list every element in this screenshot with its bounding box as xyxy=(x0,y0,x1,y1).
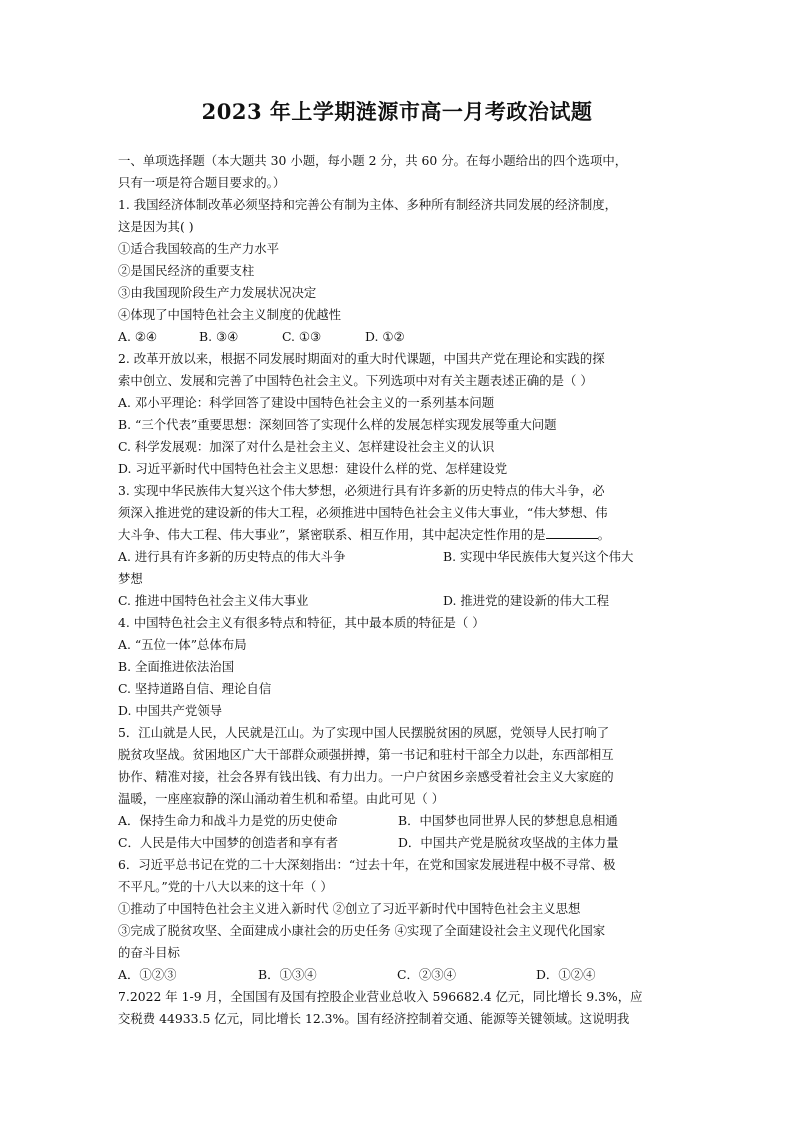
question-3-option-c: C. 推进中国特色社会主义伟大事业 xyxy=(118,593,309,608)
question-6-statement: 的奋斗目标 xyxy=(118,945,180,960)
question-5-stem: 5．江山就是人民，人民就是江山。为了实现中国人民摆脱贫困的夙愿，党领导人民打响了 xyxy=(118,725,610,740)
question-4-option-b: B. 全面推进依法治国 xyxy=(118,659,235,674)
question-1-statement: ③由我国现阶段生产力发展状况决定 xyxy=(118,285,317,300)
question-3-stem: 须深入推进党的建设新的伟大工程，必须推进中国特色社会主义伟大事业，“伟大梦想、伟 xyxy=(118,505,608,520)
question-7-stem: 交税费 44933.5 亿元，同比增长 12.3%。国有经济控制着交通、能源等关键领域。这说明我 xyxy=(118,1011,630,1026)
question-2-option-c: C. 科学发展观：加深了对什么是社会主义、怎样建设社会主义的认识 xyxy=(118,439,495,454)
question-5-option-b: B．中国梦也同世界人民的梦想息息相通 xyxy=(398,813,618,828)
question-5-option-d: D．中国共产党是脱贫攻坚战的主体力量 xyxy=(398,835,619,850)
question-4-stem: 4. 中国特色社会主义有很多特点和特征，其中最本质的特征是（ ） xyxy=(118,615,485,630)
question-3-option-b-cont: 梦想 xyxy=(118,571,143,586)
question-1-option-a: A. ②④ xyxy=(118,329,158,344)
question-6-option-c: C．②③④ xyxy=(397,967,457,982)
question-2-option-d: D. 习近平新时代中国特色社会主义思想：建设什么样的党、怎样建设党 xyxy=(118,461,508,476)
question-1-stem: 1. 我国经济体制改革必须坚持和完善公有制为主体、多种所有制经济共同发展的经济制度， xyxy=(118,197,617,212)
question-1-statement: ④体现了中国特色社会主义制度的优越性 xyxy=(118,307,342,322)
question-5-option-c: C．人民是伟大中国梦的创造者和享有者 xyxy=(118,835,339,850)
question-4-option-d: D. 中国共产党领导 xyxy=(118,703,223,718)
question-6-statement: ③完成了脱贫攻坚、全面建成小康社会的历史任务 ④实现了全面建设社会主义现代化国家 xyxy=(118,923,606,938)
question-2-stem: 索中创立、发展和完善了中国特色社会主义。下列选项中对有关主题表述正确的是（ ） xyxy=(118,373,593,388)
section-instructions-line: 一、单项选择题（本大题共 30 小题，每小题 2 分，共 60 分。在每小题给出的四个选项中， xyxy=(118,153,628,168)
question-6-option-b: B．①③④ xyxy=(258,967,317,982)
question-1-statement: ②是国民经济的重要支柱 xyxy=(118,263,255,278)
question-3-stem-end: 。 xyxy=(597,527,611,542)
question-1-statement: ①适合我国较高的生产力水平 xyxy=(118,241,280,256)
question-5-stem: 脱贫攻坚战。贫困地区广大干部群众顽强拼搏，第一书记和驻村干部全力以赴，东西部相互 xyxy=(118,747,614,762)
question-7-stem: 7.2022 年 1-9 月，全国国有及国有控股企业营业总收入 596682.4 亿元，同比增长 9.3%，应 xyxy=(118,989,643,1004)
section-instructions-line: 只有一项是符合题目要求的。） xyxy=(118,175,286,190)
question-3-stem xyxy=(118,527,610,543)
question-1-option-d: D. ①② xyxy=(365,329,405,344)
question-6-stem: 不平凡。”党的十八大以来的这十年（ ） xyxy=(118,879,333,894)
question-4-option-c: C. 坚持道路自信、理论自信 xyxy=(118,681,272,696)
question-3-option-a: A. 进行具有许多新的历史特点的伟大斗争 xyxy=(118,549,346,564)
question-3-option-b: B. 实现中华民族伟大复兴这个伟大 xyxy=(443,549,634,564)
question-2-option-b: B. “三个代表”重要思想：深刻回答了实现什么样的发展怎样实现发展等重大问题 xyxy=(118,417,557,432)
question-1-option-c: C. ①③ xyxy=(282,329,322,344)
question-1-option-b: B. ③④ xyxy=(199,329,239,344)
question-2-stem: 2. 改革开放以来，根据不同发展时期面对的重大时代课题，中国共产党在理论和实践的探 xyxy=(118,351,605,366)
answer-blank xyxy=(546,527,598,539)
question-3-stem-text: 大斗争、伟大工程、伟大事业”，紧密联系、相互作用，其中起决定性作用的是 xyxy=(118,527,546,542)
question-3-option-d: D. 推进党的建设新的伟大工程 xyxy=(443,593,610,608)
question-5-stem: 协作、精准对接，社会各界有钱出钱、有力出力。一户户贫困乡亲感受着社会主义大家庭的 xyxy=(118,769,614,784)
page-title: 2023 年上学期涟源市高一月考政治试题 xyxy=(201,99,593,124)
question-6-option-d: D．①②④ xyxy=(536,967,596,982)
question-5-option-a: A．保持生命力和战斗力是党的历史使命 xyxy=(118,813,338,828)
question-6-stem: 6．习近平总书记在党的二十大深刻指出：“过去十年，在党和国家发展进程中极不寻常、极 xyxy=(118,857,616,872)
question-4-option-a: A. “五位一体”总体布局 xyxy=(118,637,247,652)
question-1-stem: 这是因为其( ) xyxy=(118,219,194,234)
question-6-option-a: A．①②③ xyxy=(118,967,177,982)
question-3-stem: 3. 实现中华民族伟大复兴这个伟大梦想，必须进行具有许多新的历史特点的伟大斗争，必 xyxy=(118,483,605,498)
question-6-statement: ①推动了中国特色社会主义进入新时代 ②创立了习近平新时代中国特色社会主义思想 xyxy=(118,901,581,916)
question-5-stem: 温暖，一座座寂静的深山涌动着生机和希望。由此可见（ ） xyxy=(118,791,445,806)
question-2-option-a: A. 邓小平理论：科学回答了建设中国特色社会主义的一系列基本问题 xyxy=(118,395,495,410)
